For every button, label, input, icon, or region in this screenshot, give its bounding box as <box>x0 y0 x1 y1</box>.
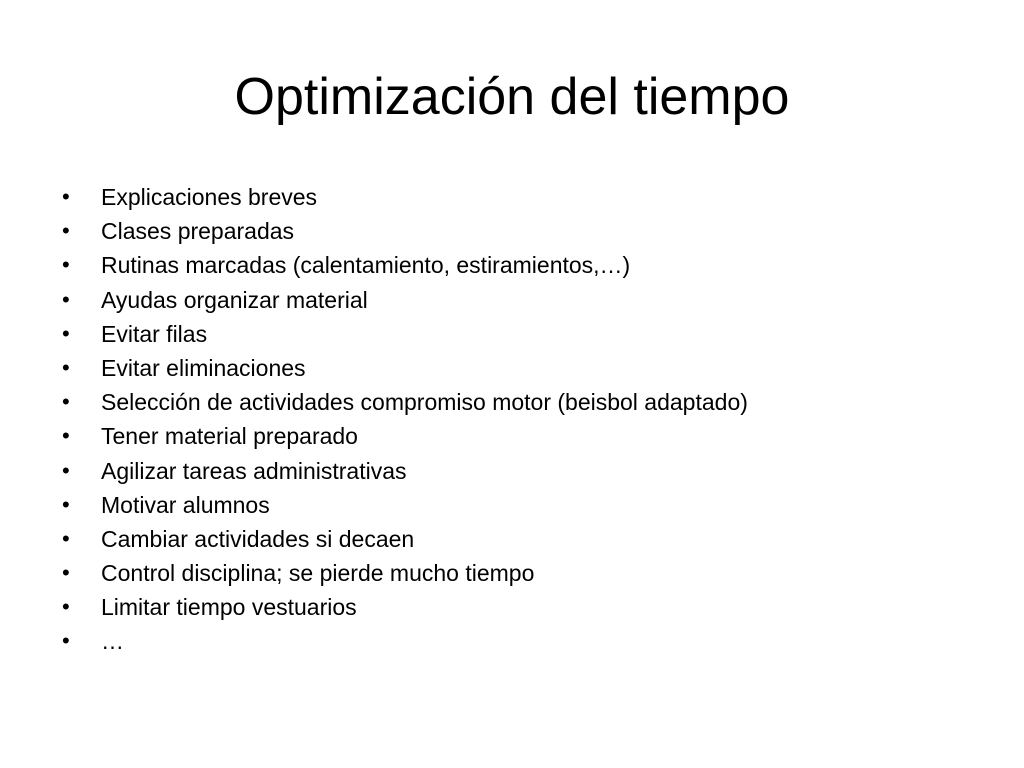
bullet-item <box>60 590 960 624</box>
bullet-item <box>60 385 960 419</box>
bullet-text: Selección de actividades compromiso motor (beisbol adaptado) <box>101 389 748 416</box>
bullet-icon: • <box>62 594 70 620</box>
bullet-icon: • <box>62 320 70 346</box>
bullet-text: Agilizar tareas administrativas <box>101 457 407 484</box>
slide-title: Optimización del tiempo <box>234 68 790 126</box>
bullet-item <box>60 522 960 556</box>
bullet-item <box>60 624 960 658</box>
bullet-text: … <box>101 628 124 655</box>
bullet-icon: • <box>62 218 70 244</box>
bullet-text: Motivar alumnos <box>101 491 270 518</box>
bullet-icon: • <box>62 457 70 483</box>
bullet-icon: • <box>62 389 70 415</box>
bullet-item <box>60 556 960 590</box>
bullet-icon: • <box>62 184 70 209</box>
bullet-icon: • <box>62 286 70 312</box>
bullet-icon: • <box>62 491 70 517</box>
bullet-item <box>60 180 960 214</box>
bullet-item <box>60 214 960 248</box>
bullet-icon: • <box>62 423 70 449</box>
bullet-text: Evitar eliminaciones <box>101 354 306 381</box>
bullet-item <box>60 488 960 522</box>
bullet-text: Control disciplina; se pierde mucho tiempo <box>101 560 535 587</box>
bullet-item <box>60 419 960 453</box>
bullet-icon: • <box>62 560 70 586</box>
bullet-text: Limitar tiempo vestuarios <box>101 594 357 621</box>
bullet-item <box>60 317 960 351</box>
bullet-item <box>60 248 960 282</box>
bullet-text: Cambiar actividades si decaen <box>101 525 415 552</box>
bullet-icon: • <box>62 252 70 278</box>
bullet-item <box>60 351 960 385</box>
bullet-icon: • <box>62 354 70 380</box>
bullet-icon: • <box>62 525 70 551</box>
bullet-text: Tener material preparado <box>101 423 358 450</box>
bullet-item <box>60 454 960 488</box>
bullet-item <box>60 283 960 317</box>
bullet-text: Clases preparadas <box>101 218 295 245</box>
bullet-icon: • <box>62 628 70 654</box>
bullet-text: Ayudas organizar material <box>101 286 368 313</box>
bullet-list <box>60 180 960 659</box>
bullet-text: Rutinas marcadas (calentamiento, estiramientos,…) <box>101 252 631 279</box>
bullet-text: Evitar filas <box>101 320 208 347</box>
bullet-text: Explicaciones breves <box>101 184 318 210</box>
